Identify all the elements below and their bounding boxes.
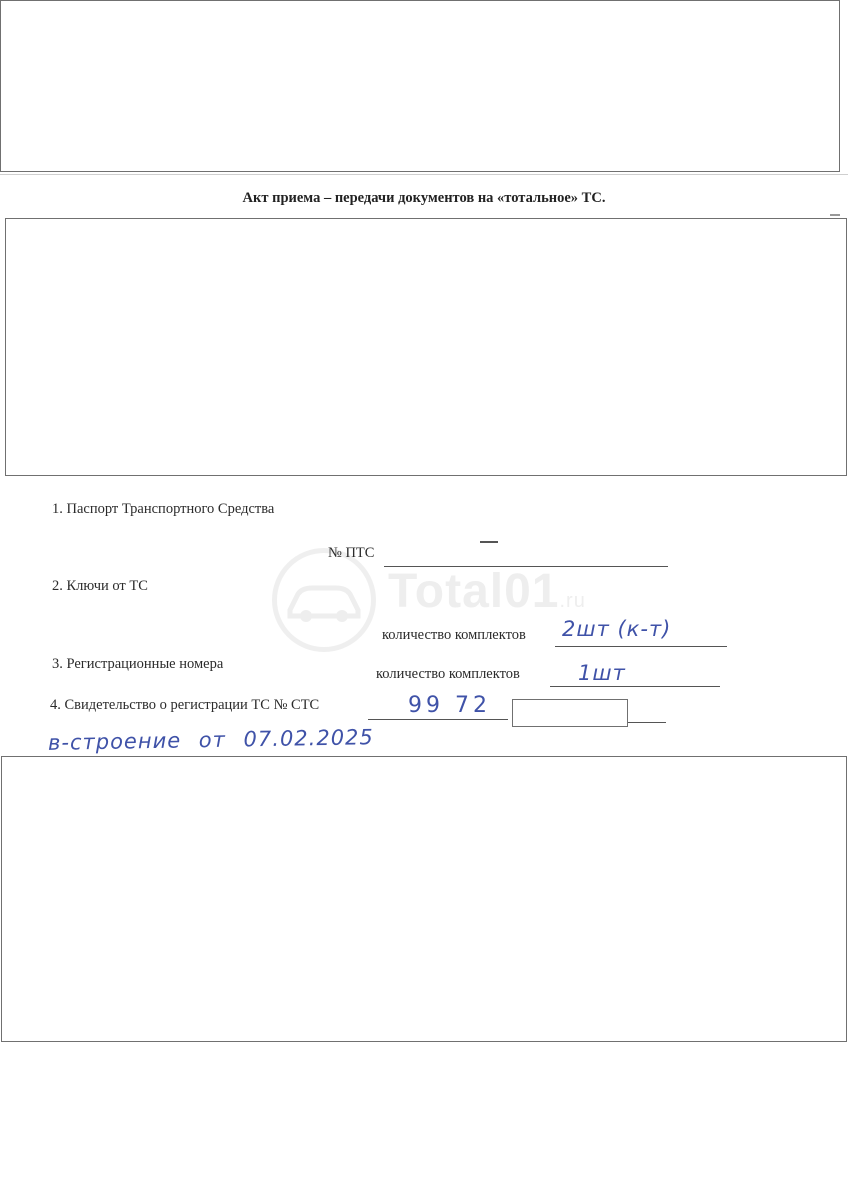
- item-pts-label: 1. Паспорт Транспортного Средства: [52, 501, 275, 517]
- sts-series-value: 99 72: [408, 693, 491, 718]
- redacted-block-parties: [5, 218, 847, 476]
- plates-qty-value: 1шт: [578, 661, 626, 685]
- plates-qty-label: количество комплектов: [376, 666, 520, 682]
- handwritten-note: в-строение от 07.02.2025: [47, 725, 374, 755]
- watermark-text: Total01.ru: [388, 565, 586, 618]
- car-icon: [284, 576, 364, 626]
- edge-mark: [830, 214, 840, 216]
- keys-qty-label: количество комплектов: [382, 627, 526, 643]
- keys-qty-value: 2шт (к-т): [562, 617, 672, 641]
- pts-number-label: № ПТС: [328, 545, 375, 561]
- sts-series-line: [368, 719, 508, 720]
- keys-qty-line: [555, 646, 727, 647]
- redacted-block-header: [0, 0, 840, 172]
- sts-number-redacted: [512, 699, 628, 727]
- top-edge-line: [0, 174, 848, 175]
- pts-number-dash: [480, 541, 498, 543]
- pts-number-line: [384, 566, 668, 567]
- redacted-block-signatures: [1, 756, 847, 1042]
- document-title: Акт приема – передачи документов на «тотальное» ТС.: [242, 190, 606, 206]
- item-sts-label: 4. Свидетельство о регистрации ТС № СТС: [50, 697, 320, 713]
- plates-qty-line: [550, 686, 720, 687]
- item-plates-label: 3. Регистрационные номера: [52, 656, 224, 672]
- item-keys-label: 2. Ключи от ТС: [52, 578, 148, 594]
- sts-number-line: [628, 722, 666, 723]
